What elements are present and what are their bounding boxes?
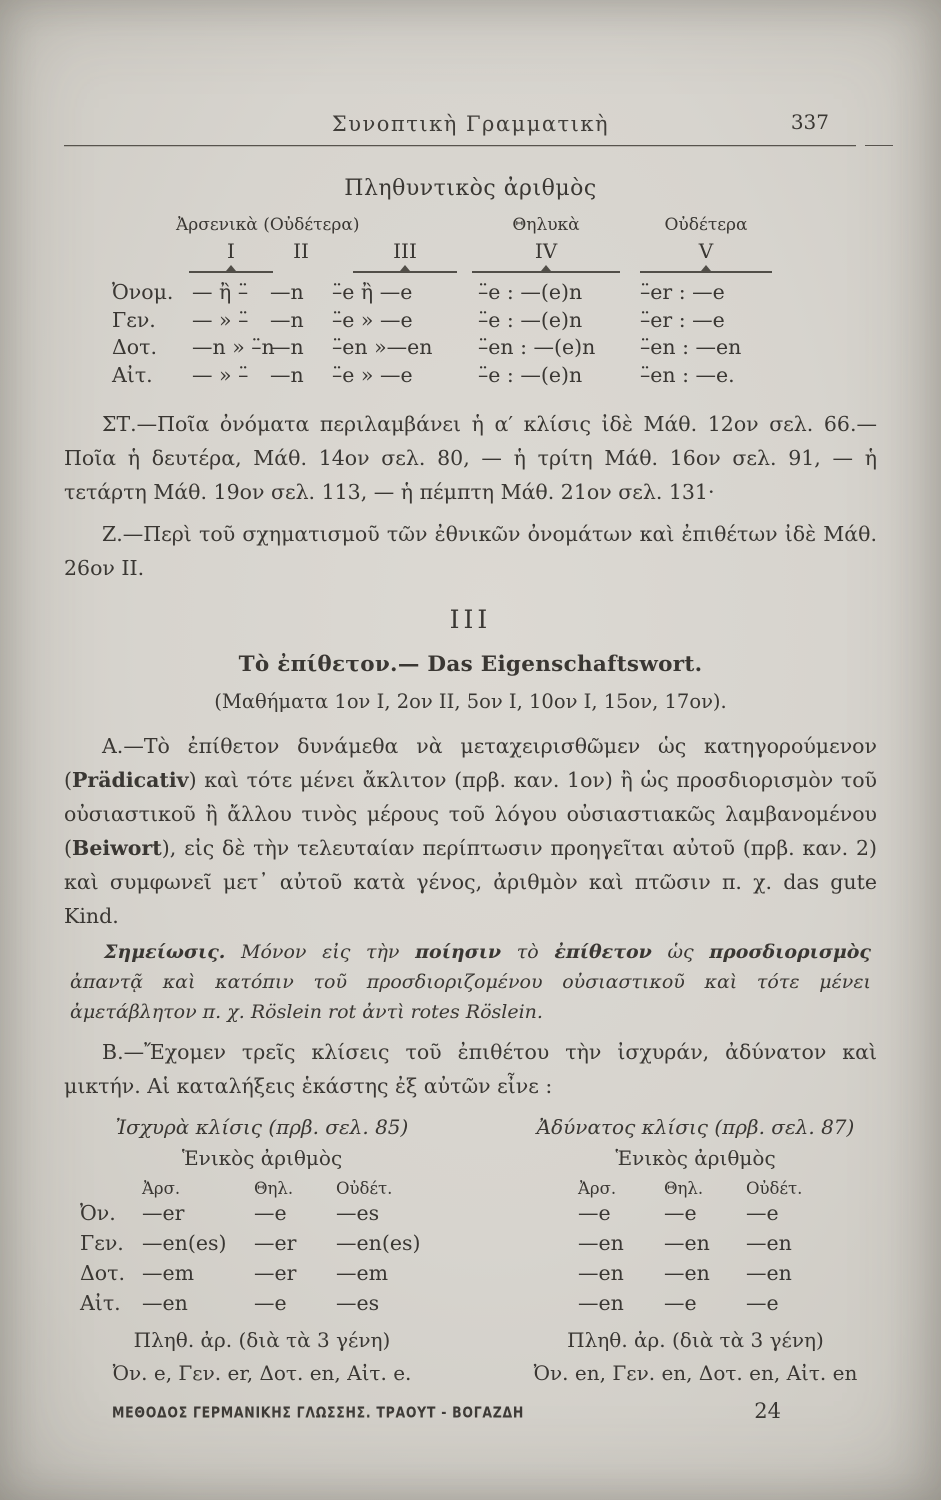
german-example: das gute Kind.	[64, 870, 877, 928]
gender-group-headers	[112, 215, 861, 235]
ending-cell-iii: –̈e » —e	[332, 307, 413, 332]
note-text: ὡς	[651, 941, 710, 963]
case-label: Γεν.	[80, 1231, 124, 1255]
roman-numeral-3: III	[393, 239, 417, 263]
running-head: Συνοπτικὴ Γραμματικὴ	[331, 112, 610, 136]
paragraph-z: Ζ.—Περὶ τοῦ σχηματισμοῦ τῶν ἐθνικῶν ὀνομάτων καὶ ἐπιθέτων ἰδὲ Μάθ. 26ον ΙΙ.	[64, 522, 877, 580]
section-numeral: III	[449, 605, 492, 634]
table-row-dative	[112, 334, 861, 362]
ending-cell-iv: –̈en : —(e)n	[478, 335, 596, 359]
table-row	[490, 1288, 901, 1318]
case-label: Γεν.	[112, 307, 156, 332]
strong-declension-table	[56, 1115, 468, 1385]
header-rule	[64, 145, 893, 146]
group-header-masculine: Ἀρσενικὰ (Οὐδέτερα)	[176, 215, 360, 235]
ending-cell: —en	[664, 1261, 710, 1285]
ending-cell: —er	[254, 1261, 297, 1285]
ending-cell: —en	[578, 1261, 624, 1285]
gender-header-fem: Θηλ.	[254, 1179, 294, 1198]
note-text: Μόνον εἰς τὴν	[225, 941, 416, 963]
ending-cell-i: —n » –̈n	[192, 335, 275, 359]
ending-cell-i: — ἢ –̈	[192, 280, 249, 304]
page-footer	[112, 1399, 941, 1423]
group-header-neuter: Οὐδέτερα	[664, 215, 748, 235]
case-label: Δοτ.	[112, 335, 158, 359]
paragraph-a-text: ), εἰς δὲ τὴν τελευταίαν περίπτωσιν προηγεῖται αὐτοῦ (πρβ. καν. 2) καὶ συμφωνεῖ μετ᾽ αὐτοῦ κατὰ γένος, ἀριθμὸν καὶ πτῶσιν π. χ.	[64, 836, 877, 894]
emphasis-prosdiorismos: προσδιορισμὸς	[709, 941, 872, 963]
gender-header-fem: Θηλ.	[664, 1179, 704, 1198]
table-row-genitive	[112, 307, 861, 335]
brace-rule-col3	[353, 264, 457, 273]
ending-cell: —em	[142, 1261, 195, 1285]
ending-cell: —en(es)	[142, 1231, 227, 1255]
brace-rule-col5	[640, 264, 772, 273]
brace-rule-col1	[189, 264, 273, 273]
ending-cell: —en	[578, 1291, 624, 1315]
ending-cell-i: — » –̈	[192, 362, 249, 387]
header-rule-long-segment	[64, 145, 856, 146]
section-heading: Τὸ ἐπίθετον.— Das Eigenschaftswort.	[238, 652, 703, 677]
ending-cell-v: –̈er : —e	[640, 307, 725, 332]
weak-declension-title: Ἀδύνατος κλίσις (πρβ. σελ. 87)	[536, 1115, 855, 1139]
ending-cell-iii: –̈e ἢ —e	[332, 280, 413, 304]
note-label: Σημείωσις.	[104, 941, 226, 963]
emphasis-epitheton: ἐπίθετον	[554, 941, 652, 963]
ending-cell: —er	[254, 1231, 297, 1255]
ending-cell: —e	[578, 1201, 611, 1225]
page-number: 337	[790, 110, 829, 134]
plural-number-label: Πληθ. ἀρ. (διὰ τὰ 3 γένη)	[133, 1328, 391, 1352]
gender-headers	[490, 1179, 901, 1198]
gender-header-neut: Οὐδέτ.	[746, 1179, 803, 1198]
ending-cell-ii: —n	[270, 307, 304, 332]
table-row	[56, 1198, 468, 1228]
table-row	[56, 1228, 468, 1258]
book-imprint: ΜΕΘΟΔΟΣ ΓΕΡΜΑΝΙΚΗΣ ΓΛΩΣΣΗΣ. ΤΡΑΟΥΤ - ΒΟΓΑΖΔΗ	[112, 1403, 525, 1421]
ending-cell: —e	[746, 1291, 779, 1315]
ending-cell: —e	[664, 1291, 697, 1315]
table-row	[490, 1198, 901, 1228]
paragraph-a-text: Α.—Τὸ ἐπίθετον δυνάμεθα νὰ μεταχειρισθῶμεν ὡς κατηγορούμενον (	[64, 734, 877, 792]
ending-cell: —em	[336, 1261, 389, 1285]
singular-number-label: Ἑνικὸς ἀριθμὸς	[615, 1146, 776, 1170]
paragraph-b: Β.—Ἔχομεν τρεῖς κλίσεις τοῦ ἐπιθέτου τὴν ἰσχυράν, ἀδύνατον καὶ μικτήν. Αἱ καταλήξεις ἑκάστης ἐξ αὐτῶν εἶνε :	[64, 1040, 877, 1098]
lessons-reference: (Μαθήματα 1ον Ι, 2ον ΙΙ, 5ον Ι, 10ον Ι, 15ον, 17ον).	[214, 690, 727, 713]
ending-cell: —en	[142, 1291, 188, 1315]
german-example: Röslein rot ἀντὶ rotes Röslein.	[250, 1001, 543, 1023]
ending-cell: —e	[664, 1201, 697, 1225]
gender-headers	[56, 1179, 468, 1198]
ending-cell-ii: —n	[270, 362, 304, 387]
ending-cell-iv: –̈e : —(e)n	[478, 362, 583, 387]
ending-cell-iv: –̈e : —(e)n	[478, 307, 583, 332]
table-row	[490, 1258, 901, 1288]
ending-cell-v: –̈en : —en	[640, 335, 742, 359]
ending-cell: —en(es)	[336, 1231, 421, 1255]
note-text: τὸ	[501, 941, 555, 963]
plural-number-label: Πληθ. ἀρ. (διὰ τὰ 3 γένη)	[567, 1328, 824, 1352]
ending-cell: —es	[336, 1201, 380, 1225]
ending-cell-i: — » –̈	[192, 307, 249, 332]
paragraph-st: ΣΤ.—Ποῖα ὀνόματα περιλαμβάνει ἡ α′ κλίσις ἰδὲ Μάθ. 12ον σελ. 66.—Ποῖα ἡ δευτέρα, Μάθ. 14ον σελ. 80, — ἡ τρίτη Μάθ. 16ον σελ. 91, — ἡ τετάρτη Μάθ. 19ον σελ. 113, — ἡ πέμπτη Μάθ. 21ον σελ. 131·	[64, 412, 877, 504]
plural-endings-line: Ὀν. e, Γεν. er, Δοτ. en, Αἰτ. e.	[112, 1361, 412, 1385]
ending-cell-v: –̈en : —e.	[640, 362, 735, 387]
case-label: Αἰτ.	[112, 362, 153, 387]
ending-cell: —er	[142, 1201, 185, 1225]
ending-cell-ii: —n	[270, 335, 304, 359]
strong-declension-title: Ἰσχυρὰ κλίσις (πρβ. σελ. 85)	[115, 1115, 409, 1139]
ending-cell-v: –̈er : —e	[640, 280, 725, 304]
plural-endings-line: Ὀν. en, Γεν. en, Δοτ. en, Αἰτ. en	[533, 1361, 858, 1385]
ending-cell-ii: —n	[270, 280, 304, 304]
ending-cell-iii: –̈e » —e	[332, 362, 413, 387]
case-label: Δοτ.	[80, 1261, 126, 1285]
table-row	[490, 1228, 901, 1258]
ending-cell: —e	[746, 1201, 779, 1225]
singular-number-label: Ἑνικὸς ἀριθμὸς	[181, 1146, 343, 1170]
case-label: Ὀν.	[80, 1201, 116, 1225]
roman-numeral-5: V	[698, 239, 714, 263]
page-header	[0, 0, 941, 136]
paragraph-a-text: ) καὶ τότε μένει ἄκλιτον (πρβ. καν. 1ον) ἢ ὡς προσδιορισμὸν τοῦ οὐσιαστικοῦ ἢ ἄλλου τινὸς μέρους τοῦ λόγου οὐσιαστιακῶς λαμβανομένου (	[64, 768, 877, 860]
ending-cell: —en	[664, 1231, 710, 1255]
note-text: ἀπαντᾷ καὶ κατόπιν τοῦ προσδιοριζομένου οὐσιαστικοῦ καὶ τότε μένει ἀμετάβλητον π. χ.	[70, 971, 871, 1023]
roman-numeral-1: I	[227, 239, 235, 263]
paragraph-a	[64, 729, 877, 933]
table-row-accusative	[112, 362, 861, 390]
ending-cell-iv: –̈e : —(e)n	[478, 280, 583, 304]
column-brace-rules	[112, 264, 861, 273]
term-praedicativ: Prädicativ	[72, 768, 189, 792]
group-header-feminine: Θηλυκὰ	[512, 215, 580, 235]
ending-cell: —es	[336, 1291, 380, 1315]
case-label: Αἰτ.	[80, 1291, 121, 1315]
term-beiwort: Beiwort	[72, 836, 162, 860]
roman-numeral-4: IV	[534, 239, 558, 263]
plural-table-title: Πληθυντικὸς ἀριθμὸς	[344, 176, 597, 201]
gender-header-masc: Ἀρσ.	[578, 1179, 617, 1198]
table-row	[56, 1288, 468, 1318]
header-rule-short-segment	[865, 145, 893, 146]
gender-header-neut: Οὐδέτ.	[336, 1179, 393, 1198]
signature-number: 24	[754, 1399, 781, 1423]
table-row-nominative	[112, 279, 861, 307]
weak-declension-table	[490, 1115, 901, 1385]
note-paragraph	[70, 937, 871, 1027]
ending-cell: —en	[746, 1231, 792, 1255]
brace-rule-col4	[472, 264, 620, 273]
ending-cell-iii: –̈en »—en	[332, 335, 433, 359]
roman-numeral-row	[112, 239, 861, 263]
gender-header-masc: Ἀρσ.	[142, 1179, 181, 1198]
table-row	[56, 1258, 468, 1288]
ending-cell: —en	[746, 1261, 792, 1285]
ending-cell: —e	[254, 1291, 287, 1315]
ending-cell: —en	[578, 1231, 624, 1255]
roman-numeral-2: II	[293, 239, 309, 263]
plural-endings-table	[0, 215, 941, 389]
emphasis-poiisin: ποίησιν	[415, 941, 502, 963]
case-label: Ὀνομ.	[112, 280, 174, 304]
ending-cell: —e	[254, 1201, 287, 1225]
declension-tables	[56, 1115, 901, 1385]
